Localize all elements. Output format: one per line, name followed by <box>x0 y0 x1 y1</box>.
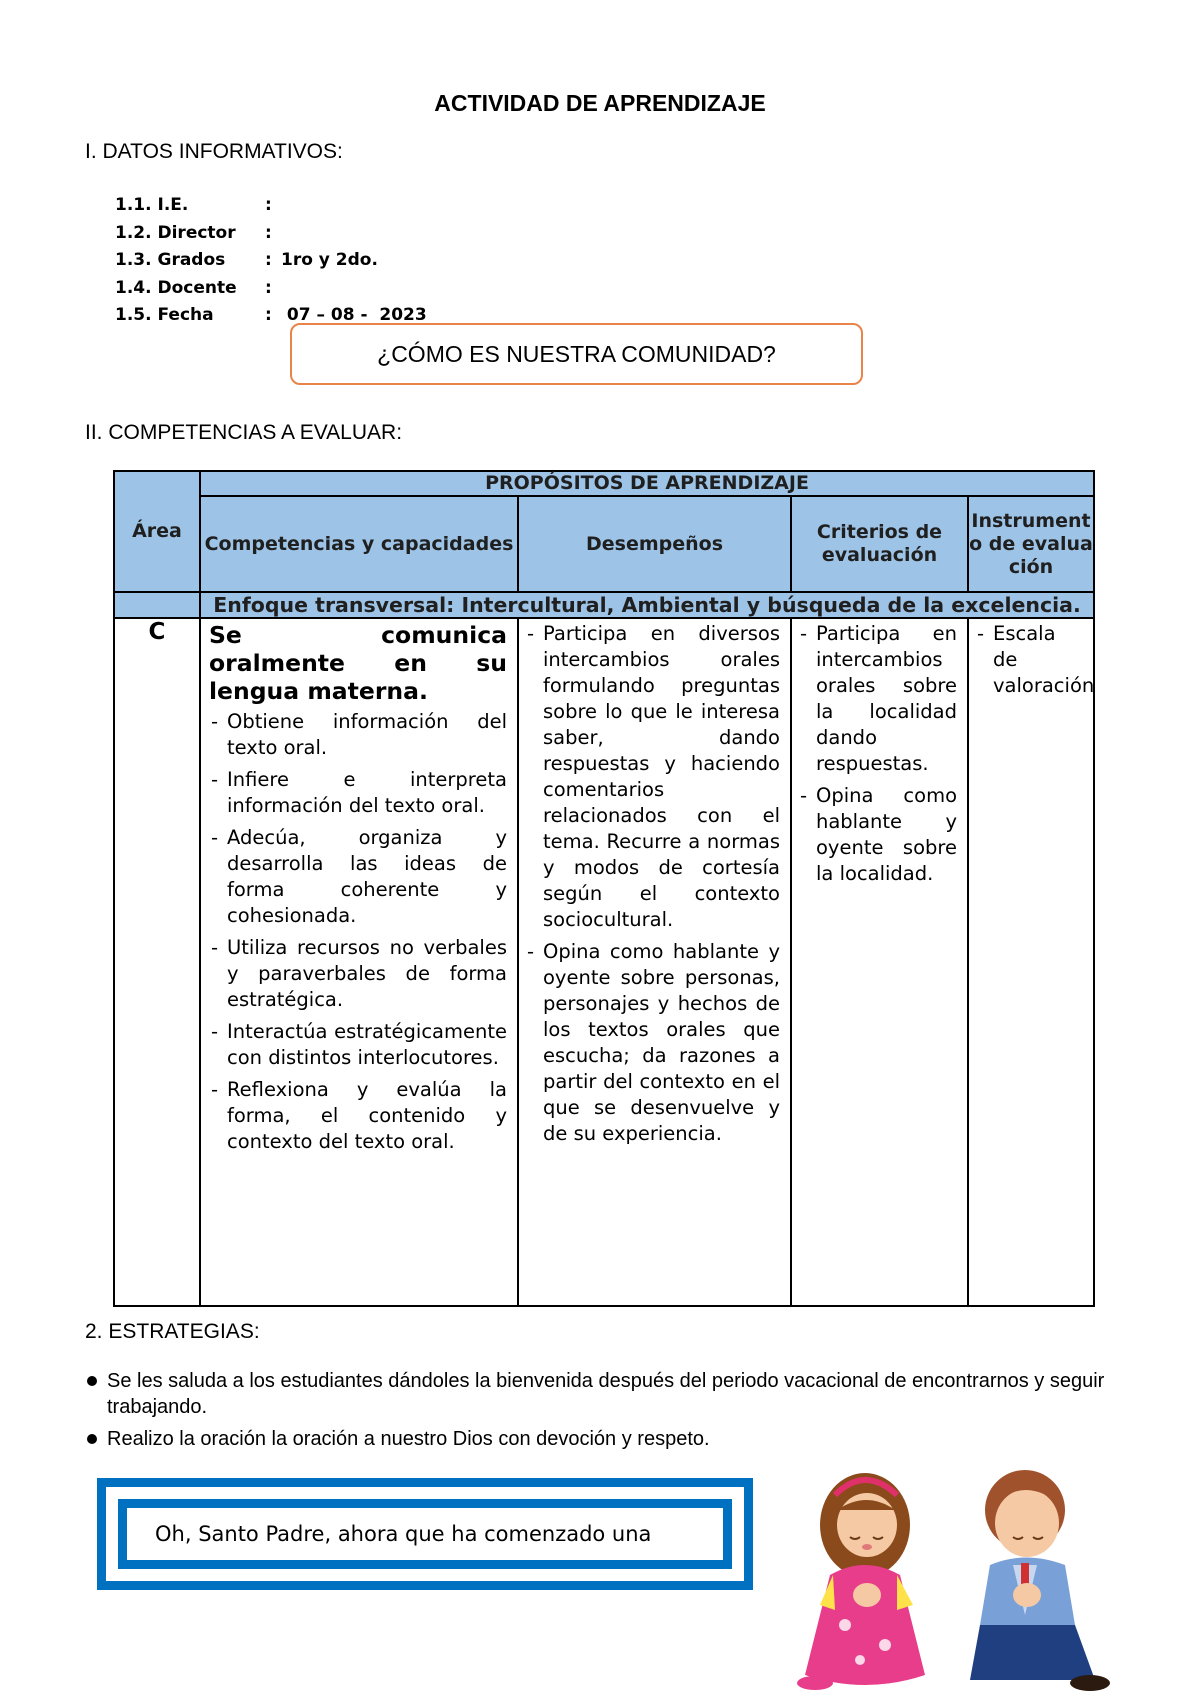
info-label: 1.1. I.E. <box>115 195 189 215</box>
list-item: Se les saluda a los estudiantes dándoles la bienvenida después del periodo vacacional de encontrarnos y seguir trabajando. <box>85 1368 1105 1420</box>
criterios-cell <box>791 618 968 1306</box>
list-item: - Opina como hablante y oyente sobre la localidad. <box>798 783 957 887</box>
section-estrategias: 2. ESTRATEGIAS: <box>85 1320 260 1343</box>
boy-figure <box>970 1470 1110 1691</box>
criterios-list <box>798 621 957 887</box>
info-label: 1.4. Docente <box>115 277 237 298</box>
list-item: - Participa en diversos intercambios orales formulando preguntas sobre lo que le interesa saber, dando respuestas y haciendo comentarios relacionados con el tema. Recurre a normas y modos de cortesía según el contexto sociocultural. <box>525 621 780 933</box>
info-colon: : <box>265 195 272 215</box>
info-value: 07 – 08 - 2023 <box>281 305 427 325</box>
info-block <box>115 192 427 330</box>
list-item: - Adecúa, organiza y desarrolla las ideas de forma coherente y cohesionada. <box>209 825 507 929</box>
header-criterios: Criterios de evaluación <box>791 496 968 592</box>
girl-figure <box>797 1473 925 1690</box>
section-datos-informativos: I. DATOS INFORMATIVOS: <box>85 140 343 163</box>
header-instrumento: Instrumento de evaluación <box>968 496 1094 592</box>
info-value: 1ro y 2do. <box>281 250 378 270</box>
info-label: 1.2. Director <box>115 222 236 243</box>
list-item: Realizo la oración la oración a nuestro Dios con devoción y respeto. <box>85 1426 1105 1452</box>
header-desempenos: Desempeños <box>518 496 791 592</box>
list-item: - Escala de valoración <box>975 621 1083 699</box>
info-row-docente <box>115 275 427 303</box>
section-competencias: II. COMPETENCIAS A EVALUAR: <box>85 421 403 444</box>
info-label: 1.5. Fecha <box>115 305 214 325</box>
list-item: - Obtiene información del texto oral. <box>209 709 507 761</box>
list-item: - Infiere e interpreta información del texto oral. <box>209 767 507 819</box>
estrategias-list <box>85 1368 1105 1458</box>
info-colon: : <box>265 277 272 298</box>
header-competencias: Competencias y capacidades <box>200 496 518 592</box>
desempenos-cell <box>518 618 791 1306</box>
instrumentos-list <box>975 621 1095 699</box>
info-row-grados <box>115 247 427 275</box>
competencia-title: Se comunica oralmente en su lengua materna. <box>209 621 507 705</box>
theme-box <box>290 323 863 385</box>
competencias-cell <box>200 618 518 1306</box>
header-area: Área <box>114 471 200 592</box>
prayer-text: Oh, Santo Padre, ahora que ha comenzado una <box>155 1522 652 1546</box>
info-colon: : <box>265 222 272 243</box>
header-propositos: PROPÓSITOS DE APRENDIZAJE <box>200 471 1094 496</box>
document-title: ACTIVIDAD DE APRENDIZAJE <box>434 90 766 116</box>
enfoque-transversal: Enfoque transversal: Intercultural, Ambiental y búsqueda de la excelencia. <box>200 592 1094 618</box>
list-item: - Participa en intercambios orales sobre la localidad dando respuestas. <box>798 621 957 777</box>
list-item: - Opina como hablante y oyente sobre personas, personajes y hechos de los textos orales que escucha; da razones a partir del contexto en el que se desenvuelve y de su experiencia. <box>525 939 780 1147</box>
competencias-table <box>113 470 1095 1307</box>
info-label: 1.3. Grados <box>115 250 226 270</box>
desempenos-list <box>525 621 780 1147</box>
capacidades-list <box>209 709 507 1155</box>
list-item: - Interactúa estratégicamente con distintos interlocutores. <box>209 1019 507 1071</box>
children-praying-illustration <box>775 1455 1120 1695</box>
info-colon: : <box>265 250 272 270</box>
theme-title: ¿CÓMO ES NUESTRA COMUNIDAD? <box>377 340 776 367</box>
info-row-director <box>115 220 427 248</box>
list-item: - Reflexiona y evalúa la forma, el contenido y contexto del texto oral. <box>209 1077 507 1155</box>
info-colon: : <box>265 305 272 325</box>
prayer-box <box>97 1478 753 1590</box>
area-value: C <box>114 618 200 1306</box>
info-row-ie <box>115 192 427 220</box>
list-item: - Utiliza recursos no verbales y paraverbales de forma estratégica. <box>209 935 507 1013</box>
instrumento-cell <box>968 618 1094 1306</box>
